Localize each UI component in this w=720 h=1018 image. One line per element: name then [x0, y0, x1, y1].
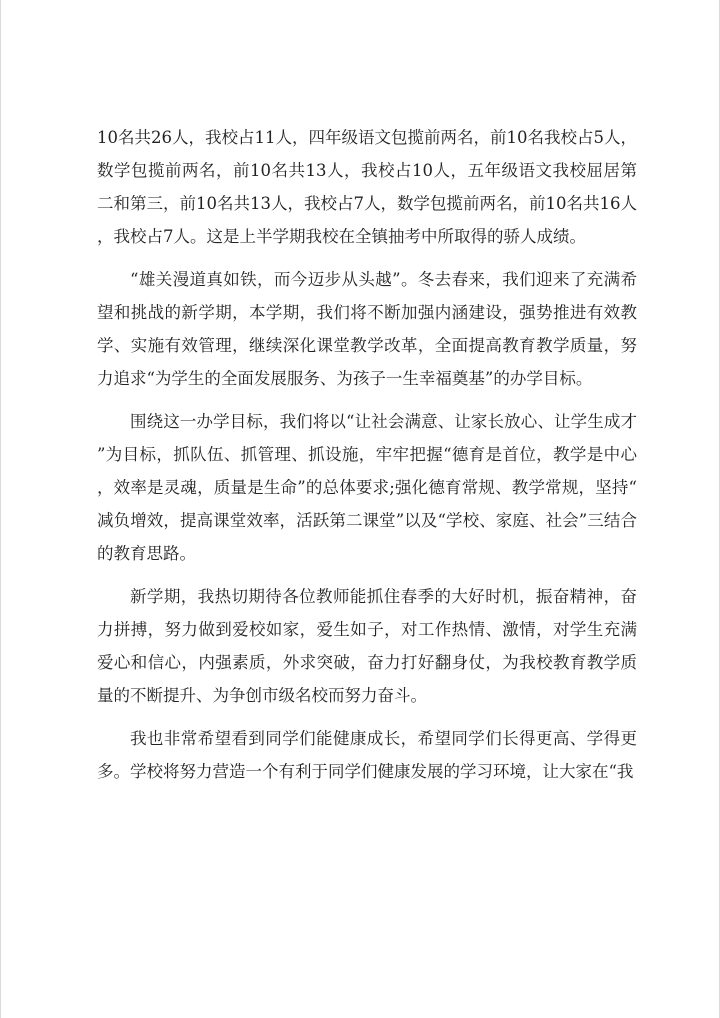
document-body — [97, 121, 637, 788]
paragraph-new-semester: “雄关漫道真如铁，而今迈步从头越”。冬去春来，我们迎来了充满希望和挑战的新学期，本学期，我们将不断加强内涵建设，强势推进有效教学、实施有效管理，继续深化课堂教学改革，全面提高教育教学质量，努力追求“为学生的全面发展服务、为孩子一生幸福奠基”的办学目标。 — [97, 270, 637, 388]
paragraph-student-expectations: 我也非常希望看到同学们能健康成长，希望同学们长得更高、学得更多。学校将努力营造一个有利于同学们健康发展的学习环境，让大家在“我 — [97, 729, 637, 781]
paragraph-school-goals: 围绕这一办学目标，我们将以“让社会满意、让家长放心、让学生成才”为目标，抓队伍、抓管理、抓设施，牢牢把握“德育是首位，教学是中心，效率是灵魂，质量是生命”的总体要求;强化德育常规、教学常规，坚持“减负增效，提高课堂效率，活跃第二课堂”以及“学校、家庭、社会”三结合的教育思路。 — [97, 412, 637, 563]
paragraph-exam-results: 10名共26人，我校占11人，四年级语文包揽前两名，前10名我校占5人，数学包揽前两名，前10名共13人，我校占10人，五年级语文我校屈居第二和第三，前10名共13人，我校占7人，数学包揽前两名，前10名共16人，我校占7人。这是上半学期我校在全镇抽考中所取得的骄人成绩。 — [97, 128, 637, 246]
paragraph-teacher-expectations: 新学期，我热切期待各位教师能抓住春季的大好时机，振奋精神，奋力拼搏，努力做到爱校如家，爱生如子，对工作热情、激情，对学生充满爱心和信心，内强素质，外求突破，奋力打好翻身仗，为我校教育教学质量的不断提升、为争创市级名校而努力奋斗。 — [97, 587, 637, 705]
